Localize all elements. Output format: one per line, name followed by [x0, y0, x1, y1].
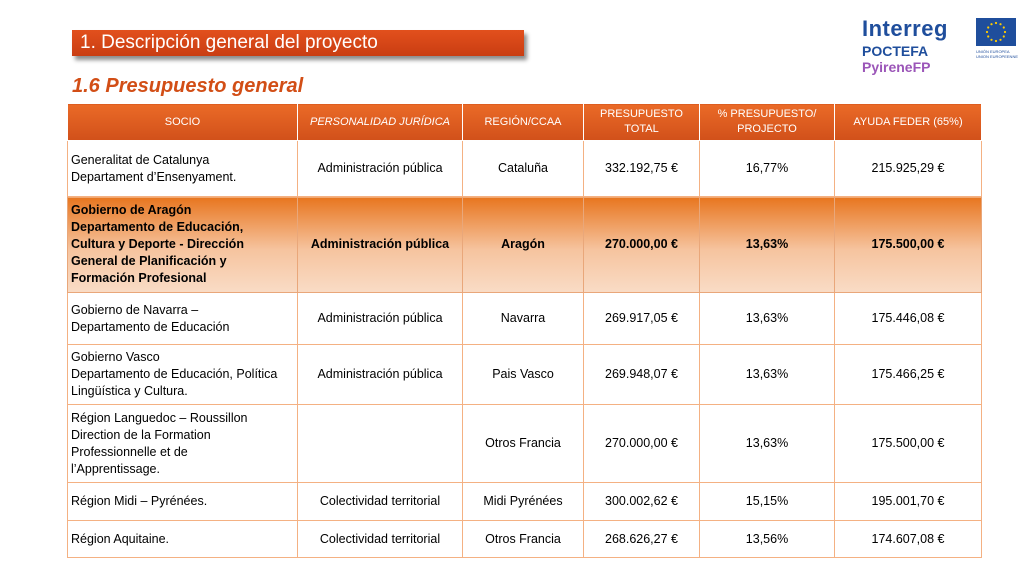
cell-socio — [68, 293, 298, 345]
socio-line: Professionnelle et de — [71, 444, 188, 459]
socio-line: Région Aquitaine. — [71, 531, 169, 546]
eu-star — [986, 31, 988, 33]
cell-personalidad: Administración pública — [298, 141, 463, 197]
cell-porcentaje: 13,63% — [700, 293, 835, 345]
socio-line: l’Apprentissage. — [71, 461, 160, 476]
cell-ayuda: 175.500,00 € — [835, 197, 982, 293]
eu-star — [1003, 26, 1005, 28]
logo-poctefa-text: POCTEFA — [862, 43, 929, 59]
table-row — [68, 521, 982, 558]
table-row — [68, 293, 982, 345]
table-row — [68, 197, 982, 293]
table-row — [68, 141, 982, 197]
socio-line: Gobierno de Aragón — [71, 203, 192, 217]
col-header-presupuesto: PRESUPUESTO TOTAL — [584, 104, 700, 141]
cell-porcentaje: 13,63% — [700, 345, 835, 405]
cell-ayuda: 175.466,25 € — [835, 345, 982, 405]
socio-line: Direction de la Formation — [71, 427, 211, 442]
table-row — [68, 483, 982, 521]
cell-region: Navarra — [463, 293, 584, 345]
eu-star — [1004, 31, 1006, 33]
cell-socio — [68, 345, 298, 405]
eu-star — [1003, 35, 1005, 37]
socio-line: Departamento de Educación, — [71, 220, 244, 234]
socio-line: Departament d’Ensenyament. — [71, 169, 237, 184]
eu-star — [995, 40, 997, 42]
cell-personalidad: Administración pública — [298, 197, 463, 293]
budget-table — [67, 103, 982, 558]
cell-socio — [68, 483, 298, 521]
table-row — [68, 405, 982, 483]
cell-presupuesto: 332.192,75 € — [584, 141, 700, 197]
cell-personalidad: Administración pública — [298, 293, 463, 345]
cell-ayuda: 174.607,08 € — [835, 521, 982, 558]
cell-porcentaje: 16,77% — [700, 141, 835, 197]
cell-socio — [68, 405, 298, 483]
table-header-row — [68, 104, 982, 141]
cell-socio — [68, 197, 298, 293]
cell-presupuesto: 300.002,62 € — [584, 483, 700, 521]
eu-star — [990, 23, 992, 25]
cell-porcentaje: 13,56% — [700, 521, 835, 558]
socio-line: Gobierno de Navarra – — [71, 302, 199, 317]
socio-line: Formación Profesional — [71, 271, 207, 285]
cell-region: Aragón — [463, 197, 584, 293]
cell-socio — [68, 141, 298, 197]
cell-ayuda: 195.001,70 € — [835, 483, 982, 521]
logo-interreg-text: Interreg — [862, 16, 948, 41]
socio-line: Departamento de Educación — [71, 319, 230, 334]
eu-star — [990, 39, 992, 41]
cell-ayuda: 215.925,29 € — [835, 141, 982, 197]
cell-region: Otros Francia — [463, 521, 584, 558]
eu-star — [999, 23, 1001, 25]
col-header-socio: SOCIO — [68, 104, 298, 141]
cell-ayuda: 175.446,08 € — [835, 293, 982, 345]
cell-presupuesto: 269.917,05 € — [584, 293, 700, 345]
col-header-ayuda: AYUDA FEDER (65%) — [835, 104, 982, 141]
socio-line: Gobierno Vasco — [71, 350, 160, 364]
cell-region: Midi Pyrénées — [463, 483, 584, 521]
cell-personalidad: Administración pública — [298, 345, 463, 405]
cell-region: Pais Vasco — [463, 345, 584, 405]
eu-caption — [976, 49, 1018, 59]
eu-star — [995, 22, 997, 24]
socio-line: Cultura y Deporte - Dirección — [71, 237, 244, 251]
socio-line: Région Midi – Pyrénées. — [71, 494, 208, 508]
eu-caption-line2: UNION EUROPEENNE — [976, 54, 1019, 59]
eu-star — [999, 39, 1001, 41]
socio-line: Generalitat de Catalunya — [71, 152, 210, 167]
cell-personalidad — [298, 405, 463, 483]
cell-region: Cataluña — [463, 141, 584, 197]
cell-ayuda: 175.500,00 € — [835, 405, 982, 483]
cell-porcentaje: 15,15% — [700, 483, 835, 521]
col-header-personalidad: PERSONALIDAD JURÍDICA — [298, 104, 463, 141]
socio-line: Departamento de Educación, Política — [71, 367, 278, 381]
cell-personalidad: Colectividad territorial — [298, 521, 463, 558]
cell-region: Otros Francia — [463, 405, 584, 483]
eu-star — [987, 35, 989, 37]
eu-flag-icon — [976, 18, 1016, 46]
eu-caption-line1: UNIÓN EUROPEA — [976, 49, 1010, 54]
section-subtitle: 1.6 Presupuesto general — [72, 75, 304, 97]
interreg-logo — [858, 16, 1018, 80]
logo-project-text: PyireneFP — [862, 59, 931, 75]
col-header-porcentaje: % PRESUPUESTO/ PROJECTO — [700, 104, 835, 141]
socio-line: Lingüística y Cultura. — [71, 384, 188, 398]
eu-star — [987, 26, 989, 28]
cell-porcentaje: 13,63% — [700, 405, 835, 483]
socio-line: General de Planificación y — [71, 254, 227, 268]
cell-presupuesto: 269.948,07 € — [584, 345, 700, 405]
cell-socio — [68, 521, 298, 558]
cell-presupuesto: 270.000,00 € — [584, 197, 700, 293]
col-header-region: REGIÓN/CCAA — [463, 104, 584, 141]
cell-presupuesto: 268.626,27 € — [584, 521, 700, 558]
cell-personalidad: Colectividad territorial — [298, 483, 463, 521]
eu-stars-icon — [976, 18, 1016, 46]
table-row — [68, 345, 982, 405]
cell-porcentaje: 13,63% — [700, 197, 835, 293]
section-title: 1. Descripción general del proyecto — [72, 30, 524, 56]
cell-presupuesto: 270.000,00 € — [584, 405, 700, 483]
socio-line: Région Languedoc – Roussillon — [71, 410, 248, 425]
